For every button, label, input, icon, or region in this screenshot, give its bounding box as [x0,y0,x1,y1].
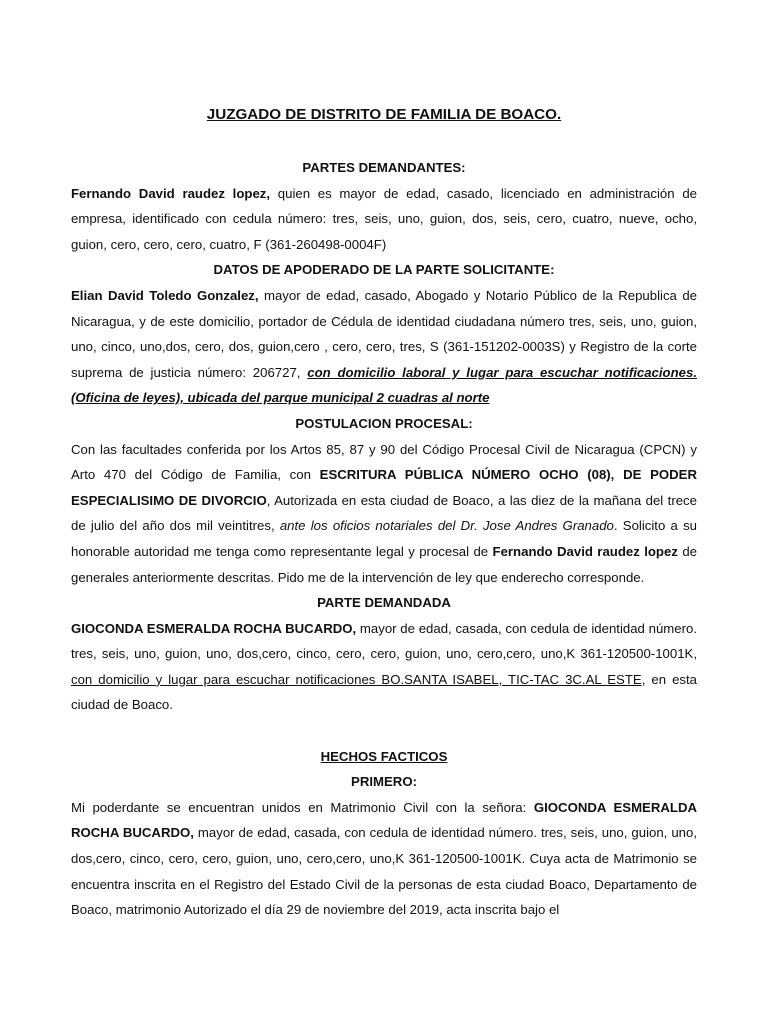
document-title: JUZGADO DE DISTRITO DE FAMILIA DE BOACO. [206,106,562,123]
apoderado-name: Elian David Toledo Gonzalez, [71,287,259,303]
heading-hechos-facticos: HECHOS FACTICOS [320,748,448,764]
postulacion-notario: ante los oficios notariales del Dr. Jose Andres Granado [279,518,614,534]
paragraph-primero [71,795,697,923]
heading-primero: PRIMERO: [351,774,417,790]
heading-datos-apoderado: DATOS DE APODERADO DE LA PARTE SOLICITANTE: [213,262,555,278]
primero-text-1: Mi poderdante se encuentran unidos en Matrimonio Civil con la señora: [71,799,534,815]
paragraph-postulacion [71,437,697,591]
apoderado-text: mayor de edad, casado, Abogado y Notario Público de la Republica de Nicaragua, y de este domicilio, portador de Cédula de identidad ciudadana número tres, seis, uno, guion, uno, cinco, uno,dos, cero, dos, guion,cero , cero, cero, tres, S (361-151202-0003S) y Registro de la corte suprema de justicia número: 206727, [71,287,697,380]
demandante-text: quien es mayor de edad, casado, licenciado en administración de empresa, identificado con cedula número: tres, seis, uno, guion, dos, seis, cero, cuatro, nueve, ocho, guion, cero, cero, cero, cuatro, F (361-260498-0004F) [71,185,697,252]
postulacion-escritura: ESCRITURA PÚBLICA NÚMERO OCHO (08), DE PODER ESPECIALISIMO DE DIVORCIO [71,467,697,508]
postulacion-representado: Fernando David raudez lopez [492,543,678,559]
postulacion-text-2: , Autorizada en esta ciudad de Boaco, a las diez de la mañana del trece de julio del año dos mil veintitres, [71,492,697,534]
paragraph-demandada [71,616,697,718]
demandada-text-1: mayor de edad, casada, con cedula de identidad número. tres, seis, uno, guion, uno, dos,cero, cinco, cero, cero, guion, uno, cero,cero, uno,K 361-120500-1001K, [71,620,697,662]
heading-partes-demandantes: PARTES DEMANDANTES: [302,160,466,175]
paragraph-apoderado [71,283,697,411]
demandante-name: Fernando David raudez lopez, [71,185,271,201]
heading-postulacion-procesal: POSTULACION PROCESAL: [295,415,473,431]
postulacion-text-4: de generales anteriormente descritas. Pido me de la intervención de ley que enderecho corresponde. [71,543,697,585]
demandada-domicilio: con domicilio y lugar para escuchar notificaciones BO.SANTA ISABEL, TIC-TAC 3C.AL ESTE [71,671,642,687]
heading-parte-demandada: PARTE DEMANDADA [317,595,451,611]
postulacion-text-1: Con las facultades conferida por los Artos 85, 87 y 90 del Código Procesal Civil de Nicaragua (CPCN) y Arto 470 del Código de Familia, con [71,441,697,483]
demandada-name: GIOCONDA ESMERALDA ROCHA BUCARDO, [71,620,357,636]
primero-text-2: mayor de edad, casada, con cedula de identidad número. tres, seis, uno, guion, uno, dos,cero, cinco, cero, cero, guion, uno, cero,cero, uno,K 361-120500-1001K. Cuya acta de Matrimonio se encuentra inscrita en el Registro del Estado Civil de la personas de esta ciudad Boaco, Departamento de Boaco, matrimonio Autorizado el día 29 de noviembre del 2019, acta inscrita bajo el [71,825,697,918]
postulacion-text-3: . Solicito a su honorable autoridad me tenga como representante legal y procesal de [71,518,697,559]
apoderado-domicilio: con domicilio laboral y lugar para escuchar notificaciones. (Oficina de leyes), ubicada del parque municipal 2 cuadras al norte [71,364,697,406]
primero-demandada-name: GIOCONDA ESMERALDA ROCHA BUCARDO, [71,799,697,841]
demandada-text-2: , en esta ciudad de Boaco. [71,671,697,713]
section-spacer [71,718,697,744]
paragraph-demandante [71,181,697,258]
